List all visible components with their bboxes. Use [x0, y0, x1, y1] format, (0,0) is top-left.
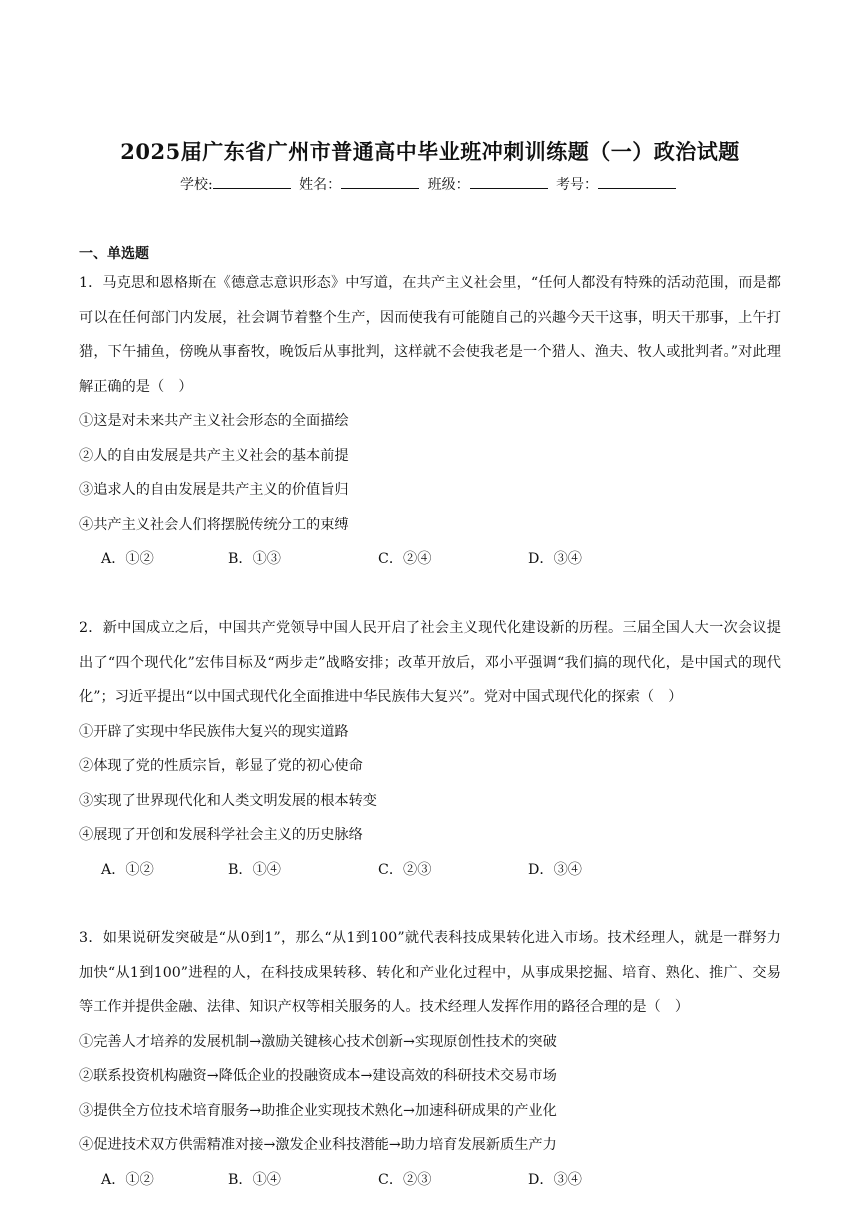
choice-c: C．②③: [378, 1171, 432, 1188]
choice-d: D．③④: [528, 861, 582, 878]
question-stem: 1．马克思和恩格斯在《德意志意识形态》中写道，在共产主义社会里，“任何人都没有特殊的活动范围，而是都可以在任何部门内发展，社会调节着整个生产，因而使我有可能随自己的兴趣今天干这事，明天干那事，上午打猎，下午捕鱼，傍晚从事畜牧，晚饭后从事批判，这样就不会使我老是一个猎人、渔夫、牧人或批判者。”对此理解正确的是（ ）: [79, 275, 781, 395]
statement-option: ④共产主义社会人们将摆脱传统分工的束缚: [79, 516, 349, 533]
statement-option: ①这是对未来共产主义社会形态的全面描绘: [79, 413, 349, 429]
class-label: 班级：: [427, 177, 470, 193]
statement-option: ②人的自由发展是共产主义社会的基本前提: [79, 447, 349, 464]
choice-a: A．①②: [101, 861, 154, 878]
choice-b: B．①④: [228, 1171, 281, 1188]
section-heading: 一、单选题: [79, 246, 149, 262]
choice-c: C．②④: [378, 551, 432, 567]
question-1: [79, 266, 781, 577]
name-blank: [341, 174, 419, 189]
question-2: [79, 611, 781, 887]
school-label: 学校:: [179, 177, 213, 193]
statement-option: ①开辟了实现中华民族伟大复兴的现实道路: [79, 723, 349, 740]
answer-choices: [79, 1163, 781, 1198]
question-stem: 3．如果说研发突破是“从0到1”，那么“从1到100”就代表科技成果转化进入市场。技术经理人，就是一群努力加快“从1到100”进程的人，在科技成果转移、转化和产业化过程中，从事成果挖掘、培育、熟化、推广、交易等工作并提供金融、法律、知识产权等相关服务的人。技术经理人发挥作用的路径合理的是（ ）: [79, 930, 781, 1015]
exam-title: 2025届广东省广州市普通高中毕业班冲刺训练题（一）政治试题: [120, 139, 740, 164]
class-blank: [470, 174, 548, 189]
name-label: 姓名：: [299, 177, 342, 193]
exam-number-blank: [598, 174, 676, 189]
answer-choices: [79, 542, 781, 577]
statement-option: ③追求人的自由发展是共产主义的价值旨归: [79, 482, 349, 498]
choice-b: B．①④: [228, 861, 281, 878]
school-blank: [213, 174, 291, 189]
statement-option: ①完善人才培养的发展机制→激励关键核心技术创新→实现原创性技术的突破: [79, 1033, 557, 1050]
student-info-line: [0, 174, 860, 194]
statement-option: ④展现了开创和发展科学社会主义的历史脉络: [79, 827, 363, 843]
statement-option: ④促进技术双方供需精准对接→激发企业科技潜能→助力培育发展新质生产力: [79, 1137, 557, 1153]
statement-option: ③提供全方位技术培育服务→助推企业实现技术熟化→加速科研成果的产业化: [79, 1102, 557, 1119]
question-stem: 2．新中国成立之后，中国共产党领导中国人民开启了社会主义现代化建设新的历程。三届全国人大一次会议提出了“四个现代化”宏伟目标及“两步走”战略安排；改革开放后，邓小平强调“我们搞的现代化，是中国式的现代化”；习近平提出“以中国式现代化全面推进中华民族伟大复兴”。党对中国式现代化的探索（ ）: [79, 620, 781, 705]
exam-number-label: 考号：: [556, 177, 599, 193]
choice-a: A．①②: [101, 1171, 154, 1188]
statement-option: ②体现了党的性质宗旨，彰显了党的初心使命: [79, 758, 363, 774]
statement-option: ②联系投资机构融资→降低企业的投融资成本→建设高效的科研技术交易市场: [79, 1068, 557, 1084]
answer-choices: [79, 853, 781, 888]
choice-b: B．①③: [228, 551, 281, 567]
question-3: [79, 921, 781, 1197]
choice-a: A．①②: [101, 551, 154, 567]
choice-c: C．②③: [378, 861, 432, 878]
choice-d: D．③④: [528, 551, 582, 567]
statement-option: ③实现了世界现代化和人类文明发展的根本转变: [79, 792, 377, 809]
choice-d: D．③④: [528, 1171, 582, 1188]
